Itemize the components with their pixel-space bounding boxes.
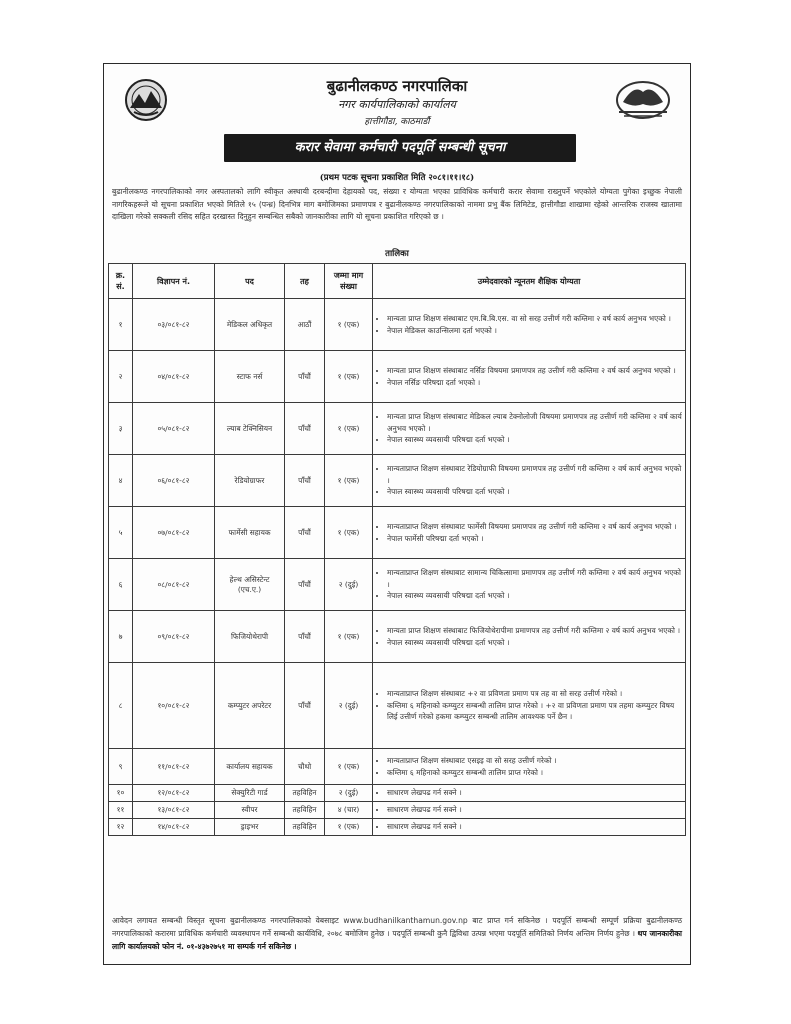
row-level: पाँचौं bbox=[285, 351, 325, 403]
row-post: फिजियोथेरापी bbox=[215, 611, 285, 663]
row-level: तहविहिन bbox=[285, 819, 325, 836]
row-count: ४ (चार) bbox=[325, 802, 373, 819]
table-row bbox=[109, 611, 686, 663]
qualification-item: • मान्यता प्राप्त शिक्षण संस्थाबाट नर्सिङ विषयमा प्रमाणपत्र तह उत्तीर्ण गरी कम्तिमा २ वर्ष कार्य अनुभव भएको । bbox=[387, 365, 682, 377]
qualification-item: • मान्यता प्राप्त शिक्षण संस्थाबाट एम.बि.बि.एस. वा सो सरह उत्तीर्ण गरी कम्तिमा २ वर्ष कार्य अनुभव भएको । bbox=[387, 313, 682, 325]
row-sn: १० bbox=[109, 785, 133, 802]
table-row bbox=[109, 802, 686, 819]
col-header-sn: क्र. सं. bbox=[109, 264, 133, 299]
row-post: फार्मेसी सहायक bbox=[215, 507, 285, 559]
qualification-item: • साधारण लेखपढ गर्न सक्ने । bbox=[387, 787, 682, 799]
row-qualification bbox=[373, 819, 686, 836]
row-count: १ (एक) bbox=[325, 507, 373, 559]
notice-title: करार सेवामा कर्मचारी पदपूर्ति सम्बन्धी सूचना bbox=[224, 134, 576, 162]
row-post: ल्याब टेक्निसियन bbox=[215, 403, 285, 455]
row-sn: १२ bbox=[109, 819, 133, 836]
table-row bbox=[109, 403, 686, 455]
qualification-item: • मान्यता प्राप्त शिक्षण संस्थाबाट फिजियोथेरापीमा प्रमाणपत्र तह उत्तीर्ण गरी कम्तिमा २ वर्ष कार्य अनुभव भएको । bbox=[387, 625, 682, 637]
row-adv-number: ०९/०८१-८२ bbox=[133, 611, 215, 663]
row-post: ड्राइभर bbox=[215, 819, 285, 836]
row-level: पाँचौं bbox=[285, 559, 325, 611]
row-post: स्टाफ नर्स bbox=[215, 351, 285, 403]
notice-frame bbox=[103, 63, 691, 965]
row-sn: ९ bbox=[109, 749, 133, 785]
office-name: नगर कार्यपालिकाको कार्यालय bbox=[338, 98, 456, 111]
row-count: २ (दुई) bbox=[325, 663, 373, 749]
table-row bbox=[109, 559, 686, 611]
row-sn: ४ bbox=[109, 455, 133, 507]
col-header-qualification: उम्मेदवारको न्यूनतम शैक्षिक योग्यता bbox=[373, 264, 686, 299]
qualification-item: • मान्यताप्राप्त शिक्षण संस्थाबाट रेडियोग्राफी विषयमा प्रमाणपत्र तह उत्तीर्ण गरी कम्तिमा २ वर्ष कार्य अनुभव भएको । bbox=[387, 463, 682, 486]
row-post: सेक्युरिटी गार्ड bbox=[215, 785, 285, 802]
row-level: पाँचौं bbox=[285, 455, 325, 507]
table-row bbox=[109, 507, 686, 559]
qualification-item: • नेपाल नर्सिङ परिषद्मा दर्ता भएको । bbox=[387, 377, 682, 389]
qualification-item: • मान्यताप्राप्त शिक्षण संस्थाबाट सामान्य चिकित्सामा प्रमाणपत्र तह उत्तीर्ण गरी कम्तिमा २ वर्ष कार्य अनुभव भएको । bbox=[387, 567, 682, 590]
row-adv-number: १०/०८१-८२ bbox=[133, 663, 215, 749]
qualification-item: • कम्तिमा ६ महिनाको कम्प्युटर सम्बन्धी तालिम प्राप्त गरेको । +२ वा प्रविणता प्रमाण पत्र तहमा कम्प्युटर विषय लिई उत्तीर्ण गरेको हकमा कम्प्युटर सम्बन्धी तालिम आवश्यक पर्ने छैन । bbox=[387, 700, 682, 723]
col-header-adv: विज्ञापन नं. bbox=[133, 264, 215, 299]
table-row bbox=[109, 351, 686, 403]
qualification-item: • मान्यताप्राप्त शिक्षण संस्थाबाट फार्मेसी विषयमा प्रमाणपत्र तह उत्तीर्ण गरी कम्तिमा २ वर्ष कार्य अनुभव भएको । bbox=[387, 521, 682, 533]
row-qualification bbox=[373, 785, 686, 802]
row-sn: ७ bbox=[109, 611, 133, 663]
footer-contact: थप जानकारीका लागि कार्यालयको फोन नं. ०१-४३७२७५१ मा सम्पर्क गर्न सकिनेछ । bbox=[112, 929, 682, 951]
table-row bbox=[109, 299, 686, 351]
row-qualification bbox=[373, 455, 686, 507]
row-adv-number: ०४/०८१-८२ bbox=[133, 351, 215, 403]
qualification-item: • मान्यताप्राप्त शिक्षण संस्थाबाट +२ वा प्रविणता प्रमाण पत्र तह वा सो सरह उत्तीर्ण गरेको । bbox=[387, 688, 682, 700]
row-sn: ३ bbox=[109, 403, 133, 455]
row-count: १ (एक) bbox=[325, 819, 373, 836]
row-adv-number: १३/०८१-८२ bbox=[133, 802, 215, 819]
row-post: मेडिकल अधिकृत bbox=[215, 299, 285, 351]
row-count: १ (एक) bbox=[325, 611, 373, 663]
qualification-item: • साधारण लेखपढ गर्न सक्ने । bbox=[387, 804, 682, 816]
row-qualification bbox=[373, 507, 686, 559]
row-level: चौथो bbox=[285, 749, 325, 785]
publish-date: (प्रथम पटक सूचना प्रकाशित मिति २०८१।११।१८) bbox=[319, 173, 475, 183]
col-header-level: तह bbox=[285, 264, 325, 299]
row-adv-number: ०५/०८१-८२ bbox=[133, 403, 215, 455]
row-adv-number: ०३/०८१-८२ bbox=[133, 299, 215, 351]
row-qualification bbox=[373, 351, 686, 403]
table-row bbox=[109, 749, 686, 785]
row-adv-number: ११/०८१-८२ bbox=[133, 749, 215, 785]
table-label: तालिका bbox=[385, 249, 409, 259]
row-count: १ (एक) bbox=[325, 455, 373, 507]
row-qualification bbox=[373, 749, 686, 785]
row-level: तहविहिन bbox=[285, 802, 325, 819]
row-qualification bbox=[373, 663, 686, 749]
row-adv-number: ०८/०८१-८२ bbox=[133, 559, 215, 611]
row-level: आठौं bbox=[285, 299, 325, 351]
row-level: पाँचौं bbox=[285, 507, 325, 559]
qualification-item: • कम्तिमा ६ महिनाको कम्प्युटर सम्बन्धी तालिम प्राप्त गरेको । bbox=[387, 767, 682, 779]
table-row bbox=[109, 455, 686, 507]
row-count: २ (दुई) bbox=[325, 559, 373, 611]
col-header-post: पद bbox=[215, 264, 285, 299]
row-level: पाँचौं bbox=[285, 611, 325, 663]
intro-paragraph: बुढानीलकण्ठ नगरपालिकाको नगर अस्पतालको लागि स्वीकृत अस्थायी दरबन्दीमा देहायको पद, संख्या र योग्यता भएका प्राविधिक कर्मचारी करार सेवामा राख्नुपर्ने भएकोले योग्यता पुगेका इच्छुक नेपाली नागरिकहरूले यो सूचना प्रकाशित भएको मितिले १५ (पन्ध्र) दिनभित्र माग बमोजिमका प्रमाणपत्र र बुढानीलकण्ठ नगरपालिकाको नाममा प्रभु बैंक लिमिटेड, हात्तीगौडा शाखामा रहेको आन्तरिक राजस्व खातामा दाखिला गरेको सक्कली रसिद सहित दरखास्त दिनुहुन सम्बन्धित सबैको जानकारीका लागि यो सूचना प्रकाशित गरिएको छ । bbox=[112, 187, 682, 222]
qualification-item: • नेपाल मेडिकल काउन्सिलमा दर्ता भएको । bbox=[387, 325, 682, 337]
table-row bbox=[109, 785, 686, 802]
qualification-item: • नेपाल स्वास्थ्य व्यवसायी परिषद्मा दर्ता भएको । bbox=[387, 486, 682, 498]
qualification-item: • साधारण लेखपढ गर्न सक्ने । bbox=[387, 821, 682, 833]
qualification-item: • नेपाल स्वास्थ्य व्यवसायी परिषद्मा दर्ता भएको । bbox=[387, 590, 682, 602]
row-qualification bbox=[373, 802, 686, 819]
footer-text: आवेदन लगायत सम्बन्धी विस्तृत सूचना बुढानीलकण्ठ नगरपालिकाको वेबसाइट www.budhanilkanthamun.gov.np बाट प्राप्त गर्न सकिनेछ । पदपूर्ति सम्बन्धी सम्पूर्ण प्रक्रिया बुढानीलकण्ठ नगरपालिकाको करारमा प्राविधिक कर्मचारी व्यवस्थापन गर्ने सम्बन्धी कार्यविधि, २०७८ बमोजिम हुनेछ । पदपूर्ति सम्बन्धी कुनै द्विविधा उत्पन्न भएमा पदपूर्ति समितिको निर्णय अन्तिम निर्णय हुनेछ । bbox=[112, 916, 682, 938]
row-adv-number: १२/०८१-८२ bbox=[133, 785, 215, 802]
row-count: १ (एक) bbox=[325, 403, 373, 455]
row-count: १ (एक) bbox=[325, 351, 373, 403]
table-row bbox=[109, 819, 686, 836]
office-location: हात्तीगौडा, काठमाडौं bbox=[364, 117, 430, 127]
row-sn: ५ bbox=[109, 507, 133, 559]
vacancy-table bbox=[108, 263, 686, 836]
col-header-count: जम्मा माग संख्या bbox=[325, 264, 373, 299]
row-adv-number: १४/०८१-८२ bbox=[133, 819, 215, 836]
row-sn: १ bbox=[109, 299, 133, 351]
row-level: पाँचौं bbox=[285, 663, 325, 749]
row-qualification bbox=[373, 611, 686, 663]
row-sn: ८ bbox=[109, 663, 133, 749]
table-row bbox=[109, 663, 686, 749]
row-post: रेडियोग्राफर bbox=[215, 455, 285, 507]
org-name: बुढानीलकण्ठ नगरपालिका bbox=[326, 77, 468, 95]
qualification-item: • नेपाल स्वास्थ्य व्यवसायी परिषद्मा दर्ता भएको । bbox=[387, 637, 682, 649]
row-qualification bbox=[373, 299, 686, 351]
row-count: २ (दुई) bbox=[325, 785, 373, 802]
row-adv-number: ०६/०८१-८२ bbox=[133, 455, 215, 507]
row-post: कार्यालय सहायक bbox=[215, 749, 285, 785]
row-sn: ६ bbox=[109, 559, 133, 611]
row-qualification bbox=[373, 559, 686, 611]
qualification-item: • नेपाल स्वास्थ्य व्यवसायी परिषद्मा दर्ता भएको । bbox=[387, 434, 682, 446]
qualification-item: • मान्यता प्राप्त शिक्षण संस्थाबाट मेडिकल ल्याब टेक्नोलोजी विषयमा प्रमाणपत्र तह उत्तीर्ण गरी कम्तिमा २ वर्ष कार्य अनुभव भएको । bbox=[387, 411, 682, 434]
row-sn: २ bbox=[109, 351, 133, 403]
row-count: १ (एक) bbox=[325, 299, 373, 351]
row-post: स्वीपर bbox=[215, 802, 285, 819]
row-level: पाँचौं bbox=[285, 403, 325, 455]
footer-note bbox=[112, 914, 682, 953]
qualification-item: • मान्यताप्राप्त शिक्षण संस्थाबाट एसइइ वा सो सरह उत्तीर्ण गरेको । bbox=[387, 755, 682, 767]
row-post: कम्प्युटर अपरेटर bbox=[215, 663, 285, 749]
qualification-item: • नेपाल फार्मेसी परिषद्मा दर्ता भएको । bbox=[387, 533, 682, 545]
table-header-row bbox=[109, 264, 686, 299]
row-count: १ (एक) bbox=[325, 749, 373, 785]
row-sn: ११ bbox=[109, 802, 133, 819]
row-adv-number: ०७/०८१-८२ bbox=[133, 507, 215, 559]
row-level: तहविहिन bbox=[285, 785, 325, 802]
row-qualification bbox=[373, 403, 686, 455]
row-post: हेल्थ असिस्टेन्ट (एच.ए.) bbox=[215, 559, 285, 611]
